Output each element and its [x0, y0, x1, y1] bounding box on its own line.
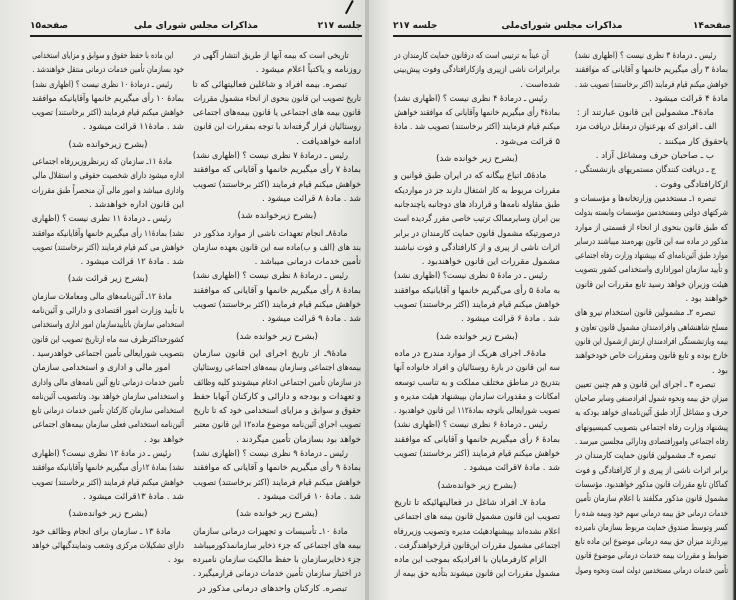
paragraph [193, 269, 361, 326]
paragraph [32, 78, 184, 135]
paragraph [575, 106, 728, 120]
text-line: ب ـ صاحبان حرف ومشاغل آزاد . [595, 151, 714, 162]
text-line: مادهٔ ۱۲ـ آئین‌نامه‌های مالی ومعاملات سازمان [32, 291, 172, 302]
paragraph [193, 149, 361, 206]
text-line: شد . مادهٔ ۱۲ قرائت میشود . [80, 257, 184, 268]
text-line: شد . مادهٔ ۸ قرائت میشود . [262, 193, 361, 204]
text-line: امور مالی و اداری و استخدامی سازمان [32, 363, 171, 374]
text-column-left [394, 49, 560, 582]
paragraph [394, 496, 560, 553]
text-line: تبصره ۲ـ مشمولین قانون استخدام نیرو های [574, 308, 716, 319]
text-line: بود . [711, 365, 728, 376]
text-line: تصویب شورایعالی باتوجه بمادهٔ۱۱۲ این قانون خواهدبود . [393, 406, 560, 417]
text-line: و تأیید سازمان اموراداری واستخدامی کشور بتصویب [574, 265, 728, 276]
paragraph [193, 49, 361, 78]
reading-note [32, 507, 184, 521]
text-line: بمادهٔ ۷ رأی میگیریم خانمها و آقایانی که موافقند [193, 165, 361, 176]
text-line: اجتماعی مشمول مقررات این‌قانون قرارخواهندگرفت . [394, 540, 560, 551]
text-line: طبق مقاوله نامه‌ها و قرارداد های دوجانبه یاچندجانبه [394, 199, 560, 210]
text-line: رئیس ـ درمادهٔ ۷ نظری نیست ؟ (اظهاری نشد) [192, 151, 349, 162]
paragraph [193, 447, 361, 504]
text-line: تصویب این قانون مشمول قانون بیمه های اجتماعی [394, 512, 560, 523]
paragraph [575, 49, 728, 106]
paragraph [575, 449, 728, 578]
reading-note [32, 138, 184, 152]
text-line: نشد) بمادهٔ۱۱ رأی میگیریم خانمها وآقایانیکه موافقند [32, 228, 184, 239]
text-line: رئیس ـ درمادهٔ ۸ نظری نیست ؟ (اظهاری نشد) [192, 271, 349, 282]
text-line: درصورتیکه مشمول قانون حمایت کارمندان در برابر [393, 228, 560, 239]
text-line: خواهش میکنم قیام فرمایند (اکثر برخاستند) تصویب [192, 179, 361, 190]
text-line: بند های (الف و ب)ماده سه این قانون بعهده سازمان [192, 242, 361, 253]
text-line: قانون بیمه های اجتماعی یا قانون بیمه‌های اجتماعی [192, 108, 361, 119]
text-line: الزام کارفرمایان با افرادیکه بموجب این ماده [394, 555, 547, 566]
text-line: استخدامی سازمان باتأییدسازمان امور اداری واستخدامی [31, 320, 185, 331]
text-line: بمادهٔ ۱۰ رأی میگیریم خانمها وآقایانیکه موافقند [31, 93, 184, 104]
left-page [0, 0, 366, 600]
text-line: رئیس ـ درمادهٔ ۱۰ نظری نیست ؟ (اظهاری نشد) [32, 79, 173, 90]
text-line: و استخدامی سازمان خواهد بود. وتاتصویب آئین‌نامه [31, 391, 184, 402]
text-line: (بشرح زیر خوانده شد) [236, 509, 318, 520]
text-line: تاریخ تصویب این قانون بنحوی از انحاء مشمول مقررات [193, 93, 361, 104]
paragraph [32, 361, 184, 447]
text-line: شرکتهای دولتی ومستخدمین مؤسسات وابسته بدولت [574, 208, 728, 219]
reading-note [193, 209, 361, 223]
text-line: کسر وتوسط صندوق حمایت مربوط بسازمان نامبرده [575, 522, 728, 533]
text-line: مشمول مقررات این قانون خواهندبود . [421, 257, 560, 268]
paragraph [575, 378, 728, 449]
text-line: این قانون اداره خواهدشد . [89, 199, 184, 210]
text-line: تأمین خدمات درمانی میباشد . [254, 257, 361, 268]
text-line: این ماده با حفظ حقوق و سوابق و مزایای استخدامی [32, 51, 174, 61]
text-line: بین ایران وسایرممالک ترتیب خاصی مقرر گردیده است [393, 214, 560, 225]
text-line: بتدریج در مناطق مختلف مملکت و به تناسب توسعه [394, 377, 560, 388]
paragraph [193, 227, 361, 270]
text-line: نشد) بمادهٔ ۱۲رأی میگیریم خانمها وآقایانیکه موافقند [32, 463, 184, 474]
text-line: به مادهٔ ۵ رأی می‌گیریم خانمها و آقایانیکه موافقند [393, 285, 560, 296]
text-line: رئیس ـ درمادهٔ ۴ نظری نیست ؟ (اظهاری نشد) [393, 93, 548, 104]
paragraph [575, 163, 728, 192]
text-line: (بشرح زیر خوانده شد) [436, 154, 518, 165]
text-line: مشمول قانون مذکور مکلفند با اعلام سازمان تأمین [575, 494, 728, 505]
text-line: میزان حق بیمه ونحوه شمول افرادصنفی وسایر صاحبان [574, 394, 728, 405]
text-line: برابر اثرات ناشی از پیری و از کارافتادگی و فوت [575, 465, 728, 476]
paragraph [394, 553, 560, 582]
text-line: خواهش میکنم قیام فرمایند (اکثر برخاستند) تصویب [192, 477, 361, 488]
text-line: میکنم قیام فرمایند (اکثر برخاستند) تصویب شد . مادهٔ [394, 122, 560, 133]
text-line: واداری میباشد و امور مالی آن منحصراً طبق مقررات [31, 185, 185, 196]
paragraph [32, 49, 184, 78]
text-line: در اختیار سازمان تأمین خدمات درمانی قرارمیگیرد . [192, 569, 361, 580]
text-line: خواهش میکنم قیام فرمایند (اکثر برخاستند) تصویب [192, 300, 361, 311]
text-line: خواهش میکنم قیام فرمایند (اکثر برخاستند) تصویب [393, 449, 560, 460]
text-line: خواهش میکنم قیام فرمایند (اکثر برخاستند) تصویب [31, 108, 184, 119]
text-line: رئیس ـ درمادهٔ ۹ نظری نیست ؟ (اظهاری نشد) [192, 449, 349, 460]
text-line: اعلام نشده‌اند بپیشنهادهیئت مدیره وتصویب وزیررفاه [393, 526, 560, 537]
paragraph [193, 582, 361, 596]
text-line: (بشرح زیر خوانده‌شد) [68, 509, 148, 520]
reading-note [193, 507, 361, 521]
reading-note [32, 272, 184, 286]
text-line: (بشرح زیر قرائت شد) [67, 274, 149, 285]
text-line: (بشرح زیرخوانده شد) [237, 211, 317, 222]
text-line: اثرات ناشی از پیری و از کارافتادگی و فوت نباشند [394, 242, 560, 253]
text-line: رئیس ـ در مادهٔ ۵ نظری نیست؟ (اظهاری نشد) [393, 271, 548, 282]
reading-note [394, 152, 560, 166]
text-line: حقوق و سوابق و مزایای استخدامی خود که تا تاریخ [193, 406, 361, 417]
paragraph [32, 155, 184, 212]
text-line: مقررات مربوط به کار اشتغال دارند جز در مواردیکه [394, 185, 560, 196]
text-line: خود بسازمان تأمین خدمات درمانی منتقل خواهندشد . [32, 65, 184, 76]
text-line: مسلح شاهنشاهی وافرادمندان مشمول قانون تعاون و [575, 322, 728, 333]
text-line: مادهٔ ۱۳ ـ سازمان برای انجام وظائف خود [32, 526, 171, 537]
text-line: و تعهدات و بودجه و دارائی و کارکنان آنهابا حفظ [192, 391, 361, 402]
text-line: خواهد بود . [143, 434, 184, 445]
page-header [393, 18, 731, 37]
text-line: تصویب اجرای آئین‌نامه موضوع ماده۱۲ این قانون معتبر [193, 420, 361, 431]
text-line: بمادهٔ ۶ رأی میگیریم خانمها و آقایانی که موافقند [394, 434, 560, 445]
text-line: تاریخی است که بیمه آنها از طریق انتشار آگهی در [193, 51, 349, 61]
text-line: مادهٔ ۴ قرائت میشود . [648, 93, 728, 104]
text-line: رئیس ـ درمادهٔ ۶ نظری نیست ؟ (اظهاری نشد) [393, 420, 548, 431]
text-line: (بشرح زیرخوانده شد) [68, 139, 148, 150]
session-number: جلسه ۲۱۷ [317, 21, 362, 31]
paragraph [193, 78, 361, 149]
text-line: با تأیید وزارت امور اقتصادی و دارائی و آئین‌نامه [31, 306, 184, 317]
text-line: ادامه خواهدیافت . [296, 136, 361, 147]
paragraph [575, 149, 728, 163]
text-line: تأمین خدمات درمانی مستخدمین دولت است ونحوه وصول [575, 565, 728, 576]
paragraph [394, 49, 560, 92]
text-line: مشمول مقررات این قانون میشوند بتأدیه حق بیمه از [394, 569, 560, 580]
paragraph [394, 418, 560, 475]
text-line: آن عیناً به ترتیبی است که درقانون حمایت کارمندان در [394, 51, 549, 61]
text-line: شد . مادهٔ ۱۰ قرائت میشود . [257, 491, 361, 502]
text-line: تأمین خدمات درمانی تابع آئین نامه‌های مالی واداری [31, 377, 184, 388]
text-line: شد . مادهٔ ۷قرائت میشود . [463, 463, 560, 474]
text-line: جزء ذخایرسازمان با حفظ مالکیت سازمان نامبرده [192, 555, 361, 566]
text-line: تبصره ۳ ـ اجرای این قانون و هم چنین تعیین [575, 379, 716, 390]
book-gutter [365, 0, 369, 600]
text-line: الف ـ افرادی که بهرعنوان درمقابل دریافت مزد [575, 122, 717, 133]
text-line: خواهش میکنم قیام فرمایند (اکثر برخاستند) تصویب شد . [575, 79, 728, 90]
text-line: روستائیان قرار گرفته‌اند با توجه بمقررات این قانون [193, 122, 361, 133]
text-line: رفاه اجتماعی وامورافتصادی ودارائی مجلسین میرسد . [574, 437, 728, 448]
text-column-left [32, 49, 184, 567]
text-line: (بشرح زیر خوانده شد) [236, 331, 318, 342]
text-line: اداره میشود دارای شخصیت حقوقی و استقلال مالی [32, 171, 184, 182]
text-line: بتصویب شورایعالی تأمین اجتماعی خواهدرسید . [32, 348, 184, 359]
text-line: موارد طبق آئین‌نامه‌ای که بپیشنهاد وزارت رفاه اجتماعی [575, 251, 728, 262]
paragraph [32, 212, 184, 269]
paragraph [394, 269, 560, 326]
text-line: مادهٔ۸ـ انجام تعهدات ناشی از موارد مذکور در [193, 228, 348, 239]
paragraph [394, 169, 560, 269]
header-title: مذاکرات مجلس شورای‌ملی [501, 21, 623, 31]
header-title: مذاکرات مجلس شورای ملی [133, 21, 259, 31]
paragraph [575, 120, 728, 149]
text-line: مادهٔ ۱۰ـ تأسیسات و تجهیزات درمانی سازمان [192, 526, 348, 537]
text-line: پیشنهاد وزارت رفاه اجتماعی بتصویب کمیسیونهای [575, 422, 728, 433]
text-line: کشورحداکثرظرف سه ماه ازتاریخ تصویب این قانون [31, 334, 184, 345]
text-line: بیمه های اجتماعی که جزء ذخایر سازمانمذکورمیباشد [193, 540, 361, 551]
text-line: مادهٔ ۷ـ افراد شاغل در فعالیتهائیکه تا تاریخ [394, 497, 546, 508]
text-line: امکانات و مقدورات سازمان بپیشنهاد هیئت مدیره و [394, 391, 560, 402]
text-line: خواهش میکنم قیام فرمایند (اکثر برخاستند) تصویب [393, 300, 560, 311]
text-line: تبصره. بیمه افراد و شاغلین فعالیتهائی که تا [192, 79, 347, 90]
text-line: شد . مادهٔ ۶ قرائت میشود . [461, 314, 560, 325]
text-line: خارج بوده و تابع قانون ومقررات خاص خودخواهند [574, 351, 728, 362]
paragraph [575, 306, 728, 377]
text-line: مذکور در ماده سه این قانون بهره‌مند میباشند درسایر [574, 236, 728, 247]
text-line: ۵ قرائت می‌شود . [495, 136, 560, 147]
text-line: ج ـ دریافت کنندگان مستمریهای بازنشستگی ، [574, 165, 716, 176]
text-line: مادهٔ۵ـ اتباع بیگانه که در ایران طبق قوانین و [393, 171, 547, 182]
text-line: بمادهٔ ۹ رأی میگیریم خانمها و آقایانی که موافقند [193, 463, 361, 474]
text-line: شده‌است . [520, 79, 560, 90]
text-line: خدمات درمانی حق بیمه درمانی سهم خود وبیمه شده را [574, 508, 728, 519]
text-line: هیئت وزیران خواهد رسید تابع مقررات این قانون [575, 279, 728, 290]
text-line: تبصره ۴ـ مشمولین قانون حمایت کارمندان در [575, 451, 716, 462]
text-line: خواهند بود . [685, 294, 728, 305]
text-line: مادهٔ۴ـ مشمولین این قانون عبارتند از : [576, 108, 714, 119]
text-line: که طبق قانون بنحوی از انحاء از قسمتی از موارد [575, 222, 728, 233]
session-number: جلسه ۲۱۷ [393, 21, 438, 31]
paragraph [575, 192, 728, 306]
text-line: برابراثرات ناشی ازپیری وازکارافتادگی وفوت پیش‌بینی [393, 65, 560, 76]
text-line: تبصره. کارکنان واحدهای درمانی مذکور در [197, 583, 347, 594]
text-line: سه این قانون در بارهٔ روستائیان و افراد خانواده آنها [393, 363, 560, 374]
text-line: یاحقوق کار میکنند . [658, 136, 728, 147]
right-page [368, 0, 736, 600]
paragraph [32, 290, 184, 361]
text-line: بمادهٔ ۸ رأی میگیریم خانمها و آقایانی که موافقند [193, 285, 361, 296]
text-line: بود . [167, 555, 184, 566]
text-line: بمادهٔ ۳ رأی میگیریم خانمها و آقایانی که موافقند [575, 65, 728, 76]
text-line: شد . مادهٔ ۱۳قرائت میشود . [83, 491, 184, 502]
text-line: دارای تشکیلات مرکزی وشعب ونمایندگیهائی خواهد [31, 540, 184, 551]
text-column-right [193, 49, 361, 596]
page-number: صفحه۱۵ [30, 21, 69, 31]
page-number: صفحه۱۴ [692, 21, 731, 31]
paragraph [193, 525, 361, 582]
text-line: استخدامی سازمان کارکنان تأمین خدمات درمانی تابع [31, 406, 185, 417]
text-line: حرف و مشاغل آزاد طبق آئین‌نامه‌ای خواهد بودکه به [575, 408, 728, 419]
reading-note [394, 330, 560, 344]
paragraph [394, 92, 560, 149]
paragraph [193, 347, 361, 447]
text-line: در سازمان تأمین اجتماعی ادغام میشوندو کلیه وظائف [193, 377, 361, 388]
text-column-right [575, 49, 728, 578]
paragraph [32, 525, 184, 568]
text-line: رئیس ـ در مادهٔ ۱۲ نظری نیست؟ (اظهاری [31, 449, 172, 460]
text-line: خواهد بود بسازمان تأمین میگردند . [236, 434, 361, 445]
reading-note [394, 479, 560, 493]
text-line: روزنامه و یاکتباً اعلام میشود . [255, 65, 361, 76]
text-line: خواهش میکنم قیام فرمایند (اکثر برخاستند) تصویب [31, 477, 184, 488]
text-line: تبصره ۱ـ مستخدمین وزارتخانه‌ها و مؤسسات و [574, 193, 717, 204]
reading-note [193, 330, 361, 344]
paragraph [394, 347, 560, 418]
text-line: بمادهٔ۴ رأی میگیریم خانمها وآقایانی که موافقند خواهش [394, 108, 560, 119]
text-line: بیمه‌های اجتماعی وسازمان بیمه‌های اجتماعی روستائیان [192, 363, 361, 374]
text-line: بیمه وبازنشستگی افرادمندان ارتش ازشمول این قانون [575, 336, 728, 347]
text-line: (بشرح زیر خوانده‌شد) [437, 480, 517, 491]
text-line: خواهش می کنم قیام فرمایند (اکثر برخاستند) تصویب [32, 242, 185, 253]
text-line: ضوابط و مقررات بیمه خدمات درمانی موضوع قانون [575, 551, 728, 562]
text-line: (بشرح زیر خوانده شد) [436, 331, 518, 342]
text-line: ازکارافتادگی وفوت . [654, 179, 728, 190]
text-line: شد . مادهٔ۱۱ قرائت میشود . [83, 122, 184, 133]
text-line: آئین‌نامه استخدامی فعلی سازمان بیمه‌های اجتماعی [32, 420, 184, 431]
text-line: کماکان تابع مقررات قانون مذکور خواهندبود. مؤسسات [575, 479, 728, 490]
text-line: مادهٔ ۱۱ـ سازمان که زیرنظروزیررفاه اجتماعی [32, 157, 173, 168]
text-line: شد . مادهٔ ۹ قرائت میشود . [262, 314, 361, 325]
text-line: رئیس ـ درمادهٔ ۳ نظری نیست ؟ (اظهاری نشد) [574, 51, 717, 61]
text-line: مادهٔ۹ـ از تاریخ اجرای این قانون سازمان [193, 348, 347, 359]
text-line: مادهٔ۶ـ اجرای هریک از موارد مندرج در ماده [394, 348, 547, 359]
text-line: بپردازند میزان حق بیمه درمانی موضوع این ماده تابع [574, 537, 728, 548]
text-line: رئیس ـ درمادهٔ ۱۱ نظری نیست ؟ (اظهاری [31, 214, 172, 225]
page-header [30, 18, 362, 37]
paragraph [32, 447, 184, 504]
